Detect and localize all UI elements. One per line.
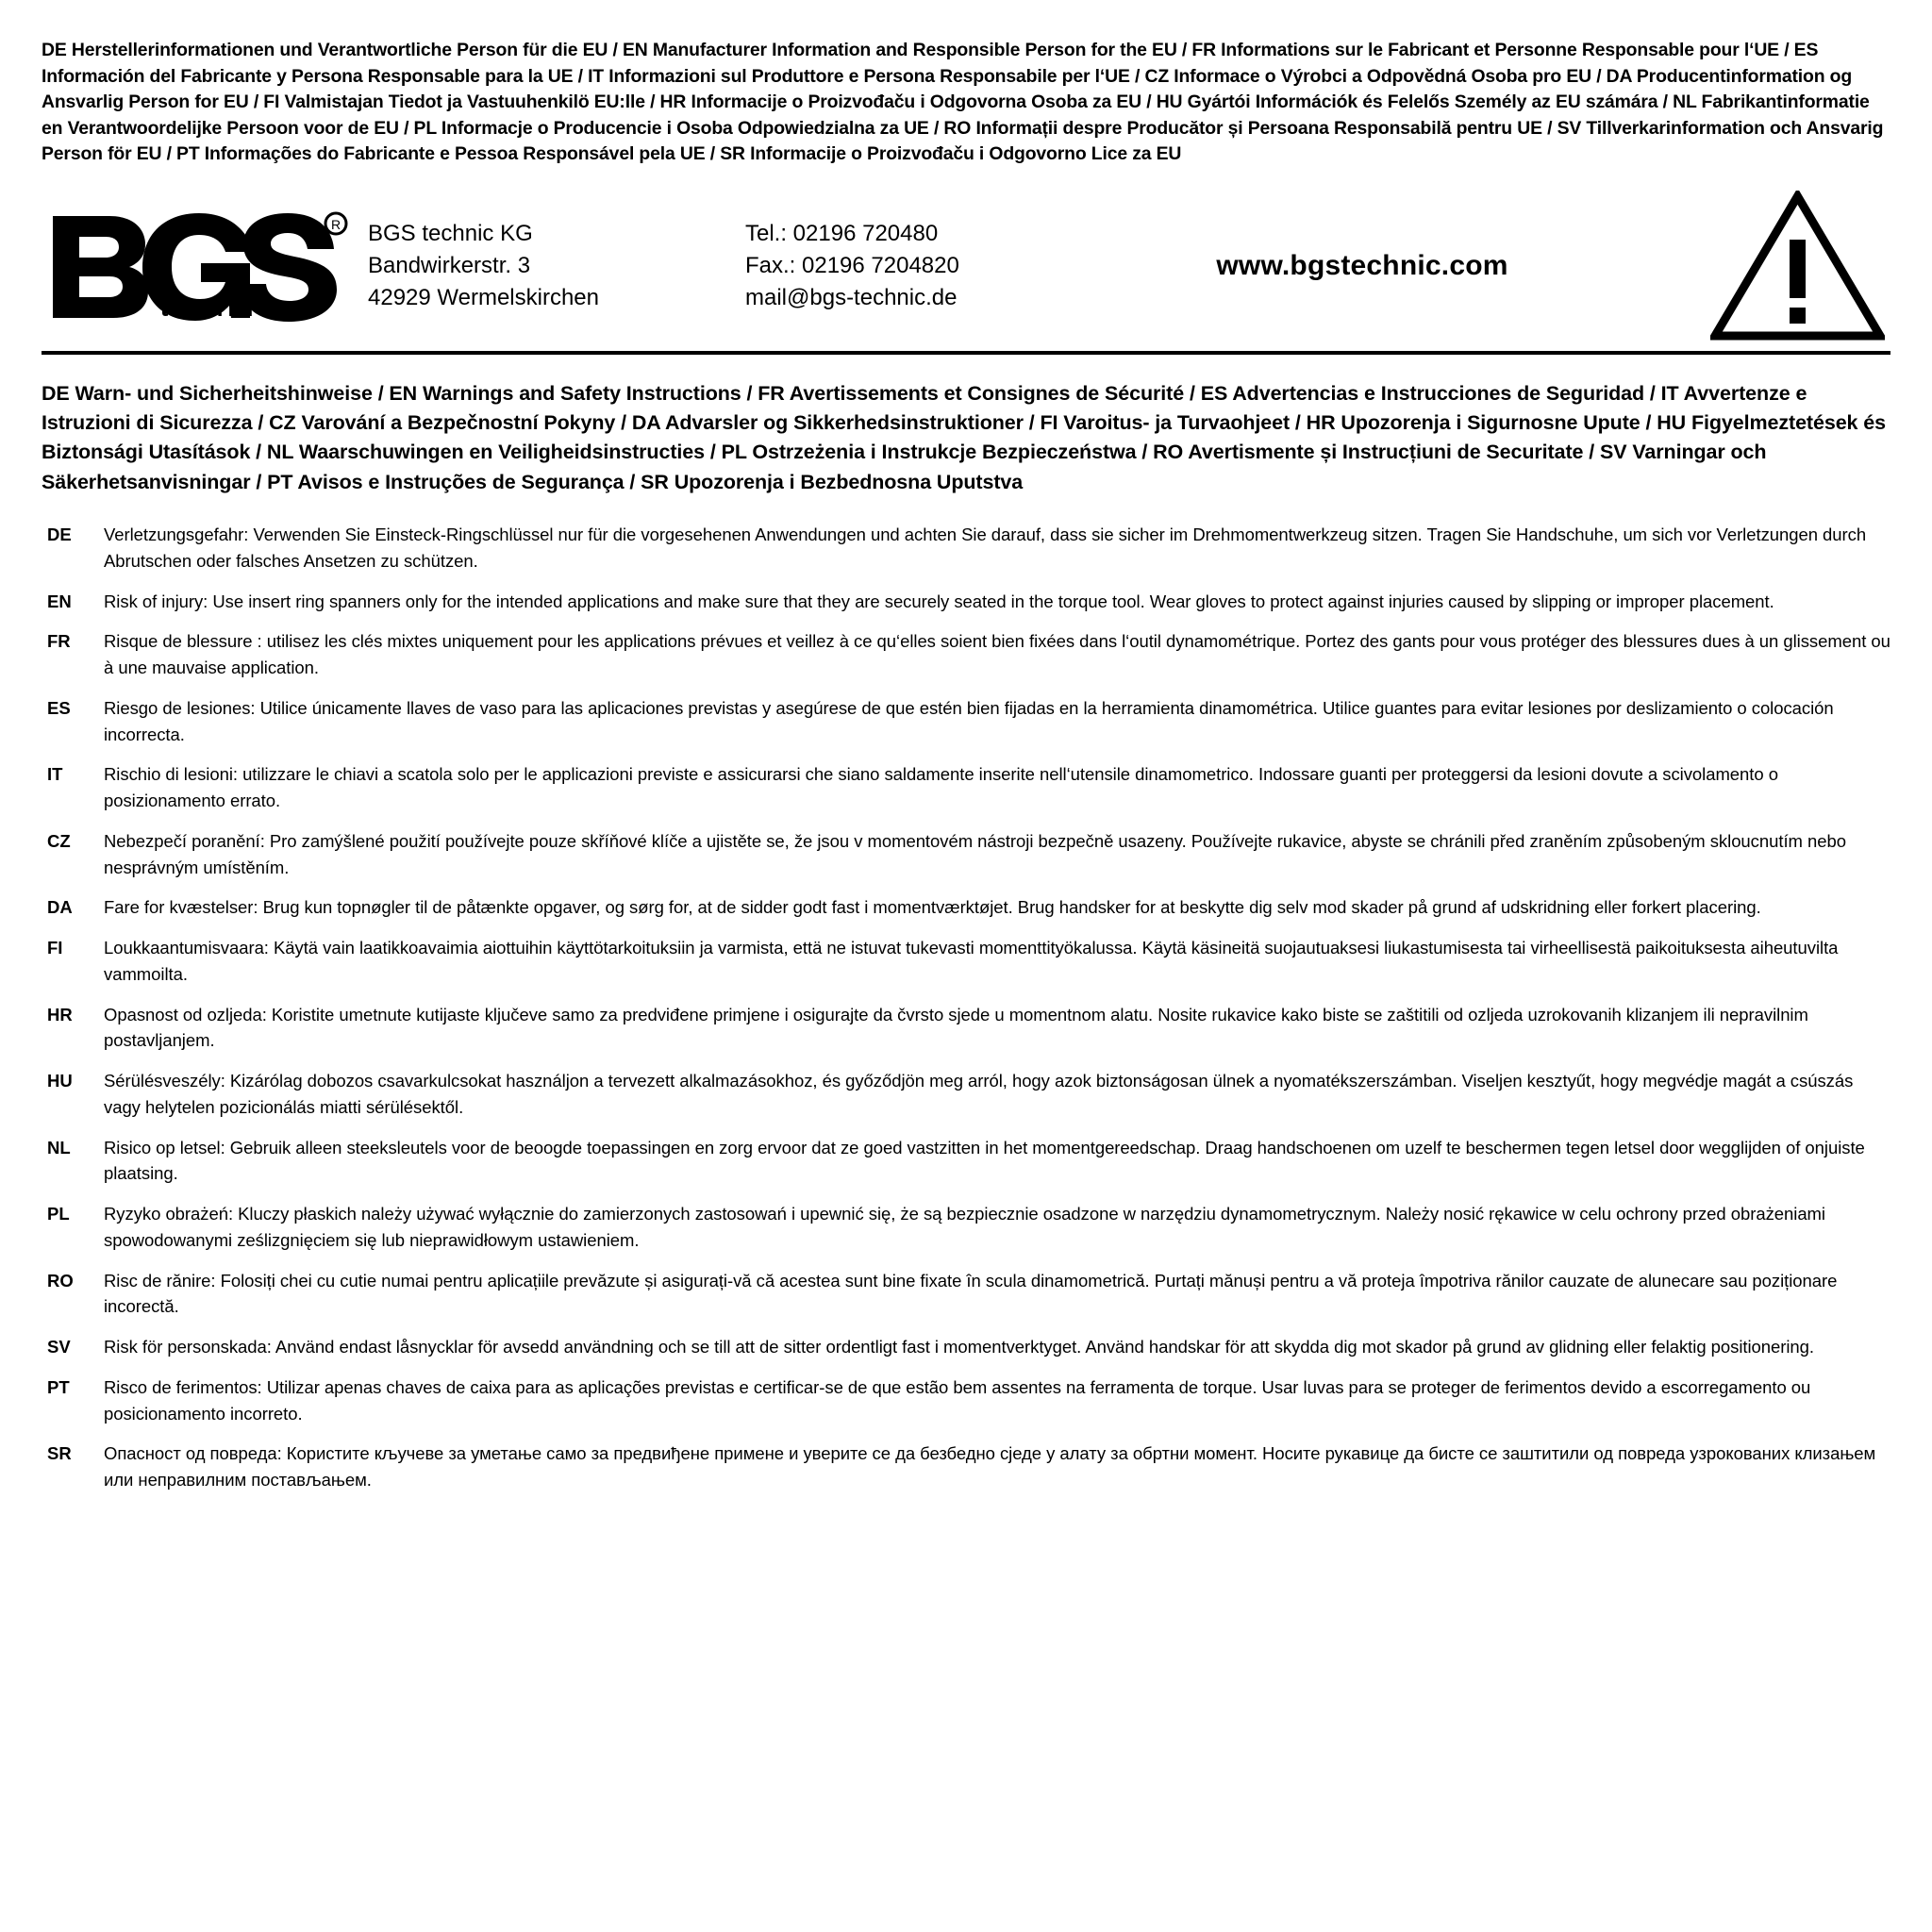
- manufacturer-info-heading: DE Herstellerinformationen und Verantwortliche Person für die EU / EN Manufacturer Information and Responsible Person for the EU / FR Informations sur le Fabricant et Personne Responsable pour l‘UE / ES Información del Fabricante y Persona Responsable para la UE / IT Informazioni sul Produttore e Persona Responsabile per l‘UE / CZ Informace o Výrobci a Odpovědná Osoba pro EU / DA Producentinformation og Ansvarlig Person for EU / FI Valmistajan Tiedot ja Vastuuhenkilö EU:lle / HR Informacije o Proizvođaču i Odgovorna Osoba za EU / HU Gyártói Információk és Felelős Személy az EU számára / NL Fabrikantinformatie en Verantwoordelijke Persoon voor de EU / PL Informacje o Producencie i Osoba Odpowiedzialna za UE / RO Informații despre Producător și Persoana Responsabilă pentru UE / SV Tillverkarinformation och Ansvarig Person för EU / PT Informações do Fabricante e Pessoa Responsável pela UE / SR Informacije o Proizvođaču i Odgovorno Lice za EU: [42, 40, 1884, 165]
- instruction-text: Riesgo de lesiones: Utilice únicamente llaves de vaso para las aplicaciones previstas y asegúrese de que estén bien fijadas en la herramienta dinamométrica. Utilice guantes para evitar lesiones por deslizamiento o colocación incorrecta.: [104, 697, 1834, 744]
- instruction-row-hu: [42, 1068, 1890, 1121]
- warning-triangle-icon: [1706, 191, 1890, 341]
- language-code: FR: [47, 631, 71, 652]
- instruction-row-de: [42, 522, 1890, 575]
- language-code: RO: [47, 1270, 74, 1291]
- instruction-text: Rischio di lesioni: utilizzare le chiavi a scatola solo per le applicazioni previste e assicurarsi che siano saldamente inserite nell‘utensile dinamometrico. Indossare guanti per proteggersi da lesioni dovute a scivolamento o posizionamento errato.: [104, 764, 1778, 811]
- instruction-row-cz: [42, 828, 1890, 881]
- language-code: EN: [47, 591, 72, 611]
- svg-text:technic: technic: [160, 294, 276, 322]
- language-code: FI: [47, 938, 63, 958]
- instruction-text: Opasnost od ozljeda: Koristite umetnute kutijaste ključeve samo za predviđene primjene i osigurajte da čvrsto sjede u momentnom alatu. Nosite rukavice kako biste se zaštitili od ozljeda uzrokovanih klizanjem ili nepravilnim postavljanjem.: [104, 1004, 1808, 1051]
- instruction-text: Risk of injury: Use insert ring spanners only for the intended applications and make sure that they are securely seated in the torque tool. Wear gloves to protect against injuries caused by slipping or improper placement.: [104, 591, 1774, 611]
- instruction-row-sv: [42, 1334, 1890, 1360]
- language-code: PT: [47, 1376, 70, 1397]
- company-address: [358, 218, 745, 314]
- instruction-text: Fare for kvæstelser: Brug kun topnøgler til de påtænkte opgaver, og sørg for, at de sidder godt fast i momentværktøjet. Brug handsker for at beskytte dig selv mod skader på grund af udskridning eller forkert placering.: [104, 897, 1761, 918]
- company-city: 42929 Wermelskirchen: [368, 284, 600, 310]
- instruction-row-hr: [42, 1002, 1890, 1055]
- safety-instructions-heading: DE Warn- und Sicherheitshinweise / EN Warnings and Safety Instructions / FR Avertissements et Consignes de Sécurité / ES Advertencias e Instrucciones de Seguridad / IT Avvertenze e Istruzioni di Sicurezza / CZ Varování a Bezpečnostní Pokyny / DA Advarsler og Sikkerhedsinstruktioner / FI Varoitus- ja Turvaohjeet / HR Upozorenja i Sigurnosne Upute / HU Figyelmeztetések és Biztonsági Utasítások / NL Waarschuwingen en Veiligheidsinstructies / PL Ostrzeżenia i Instrukcje Bezpieczeństwa / RO Avertismente și Instrucțiuni de Securitate / SV Varningar och Säkerhetsanvisningar / PT Avisos e Instruções de Segurança / SR Upozorenja i Bezbednosna Uputstva: [42, 381, 1887, 493]
- company-name: BGS technic KG: [368, 220, 533, 246]
- instruction-text: Risque de blessure : utilisez les clés mixtes uniquement pour les applications prévues et veillez à ce qu‘elles soient bien fixées dans l‘outil dynamométrique. Portez des gants pour vous protéger des blessures dues à un glissement ou à une mauvaise application.: [104, 631, 1890, 678]
- instruction-text: Nebezpečí poranění: Pro zamýšlené použití používejte pouze skříňové klíče a ujistěte se, že jsou v momentovém nástroji bezpečně usazeny. Používejte rukavice, abyste se chránili před zraněním způsobeným skloucnutím nebo nesprávným umístěním.: [104, 830, 1846, 877]
- instruction-text: Risk för personskada: Använd endast låsnycklar för avsedd användning och se till att de sitter ordentligt fast i momentverktyget. Använd handskar för att skydda dig mot skador på grund av glidning eller felaktig positionering.: [104, 1337, 1814, 1357]
- language-code: NL: [47, 1137, 71, 1158]
- language-code: IT: [47, 764, 63, 785]
- instruction-row-da: [42, 894, 1890, 921]
- company-contact: [745, 218, 1057, 314]
- svg-text:R: R: [330, 216, 341, 232]
- language-code: PL: [47, 1204, 70, 1224]
- company-street: Bandwirkerstr. 3: [368, 252, 531, 278]
- company-header: [42, 185, 1890, 355]
- company-fax: Fax.: 02196 7204820: [745, 252, 959, 278]
- language-code: CZ: [47, 830, 71, 851]
- instructions-list: [42, 522, 1890, 1493]
- instruction-text: Verletzungsgefahr: Verwenden Sie Einsteck-Ringschlüssel nur für die vorgesehenen Anwendungen und achten Sie darauf, dass sie sicher im Drehmomentwerkzeug sitzen. Tragen Sie Handschuhe, um sich vor Verletzungen durch Abrutschen oder falsches Ansetzen zu schützen.: [104, 525, 1867, 571]
- instruction-text: Risco de ferimentos: Utilizar apenas chaves de caixa para as aplicações previstas e certificar-se de que estão bem assentes na ferramenta de torque. Usar luvas para se proteger de ferimentos devido a escorregamento ou posicionamento incorreto.: [104, 1376, 1811, 1424]
- instruction-row-nl: [42, 1135, 1890, 1188]
- instruction-text: Ryzyko obrażeń: Kluczy płaskich należy używać wyłącznie do zamierzonych zastosowań i upewnić się, że są bezpiecznie osadzone w narzędziu dynamometrycznym. Należy nosić rękawice w celu ochrony przed obrażeniami spowodowanymi ześlizgnięciem się lub nieprawidłowym ustawieniem.: [104, 1204, 1825, 1250]
- company-email[interactable]: mail@bgs-technic.de: [745, 284, 958, 310]
- language-code: DE: [47, 525, 72, 545]
- language-code: HR: [47, 1004, 73, 1024]
- language-code: SR: [47, 1443, 72, 1464]
- language-code: SV: [47, 1337, 71, 1357]
- instruction-row-es: [42, 695, 1890, 748]
- instruction-row-it: [42, 761, 1890, 814]
- company-tel: Tel.: 02196 720480: [745, 220, 939, 246]
- language-code: ES: [47, 697, 71, 718]
- language-code: DA: [47, 897, 73, 918]
- instruction-row-fr: [42, 628, 1890, 681]
- instruction-row-fi: [42, 935, 1890, 988]
- instruction-row-sr: [42, 1441, 1890, 1493]
- instruction-text: Risc de rănire: Folosiți chei cu cutie numai pentru aplicațiile prevăzute și asigurați-vă că acestea sunt bine fixate în scula dinamometrică. Purtați mănuși pentru a vă proteja împotriva rănilor cauzate de alunecare sau poziționare incorectă.: [104, 1270, 1838, 1317]
- instruction-row-pl: [42, 1201, 1890, 1254]
- company-website[interactable]: www.bgstechnic.com: [1216, 249, 1508, 281]
- instruction-row-en: [42, 589, 1890, 615]
- instruction-text: Risico op letsel: Gebruik alleen steeksleutels voor de beoogde toepassingen en zorg ervoor dat ze goed vastzitten in het momentgereedschap. Draag handschoenen om uzelf te beschermen tegen letsel door wegglijden of onjuiste plaatsing.: [104, 1137, 1865, 1184]
- bgs-logo: [42, 210, 358, 322]
- instruction-text: Loukkaantumisvaara: Käytä vain laatikkoavaimia aiottuihin käyttötarkoituksiin ja varmista, että ne istuvat tukevasti momenttityökalussa. Käytä käsineitä suojautuaksesi liukastumisesta tai virheellisestä paikoituksesta aiheutuvilta vammoilta.: [104, 938, 1839, 984]
- language-code: HU: [47, 1071, 73, 1091]
- instruction-text: Опасност од повреда: Користите кључеве за уметање само за предвиђене примене и уверите се да безбедно сједе у алату за обртни момент. Носите рукавице да бисте се заштитили од повреда узрокованих клизањем или неправилним постављањем.: [104, 1443, 1876, 1491]
- instruction-row-ro: [42, 1268, 1890, 1321]
- instruction-row-pt: [42, 1374, 1890, 1427]
- instruction-text: Sérülésveszély: Kizárólag dobozos csavarkulcsokat használjon a tervezett alkalmazásokhoz, és győződjön meg arról, hogy azok biztonságosan ülnek a nyomatékszerszámban. Viseljen kesztyűt, hogy megvédje magát a csúszás vagy helytelen pozicionálás miatti sérülésektől.: [104, 1071, 1854, 1117]
